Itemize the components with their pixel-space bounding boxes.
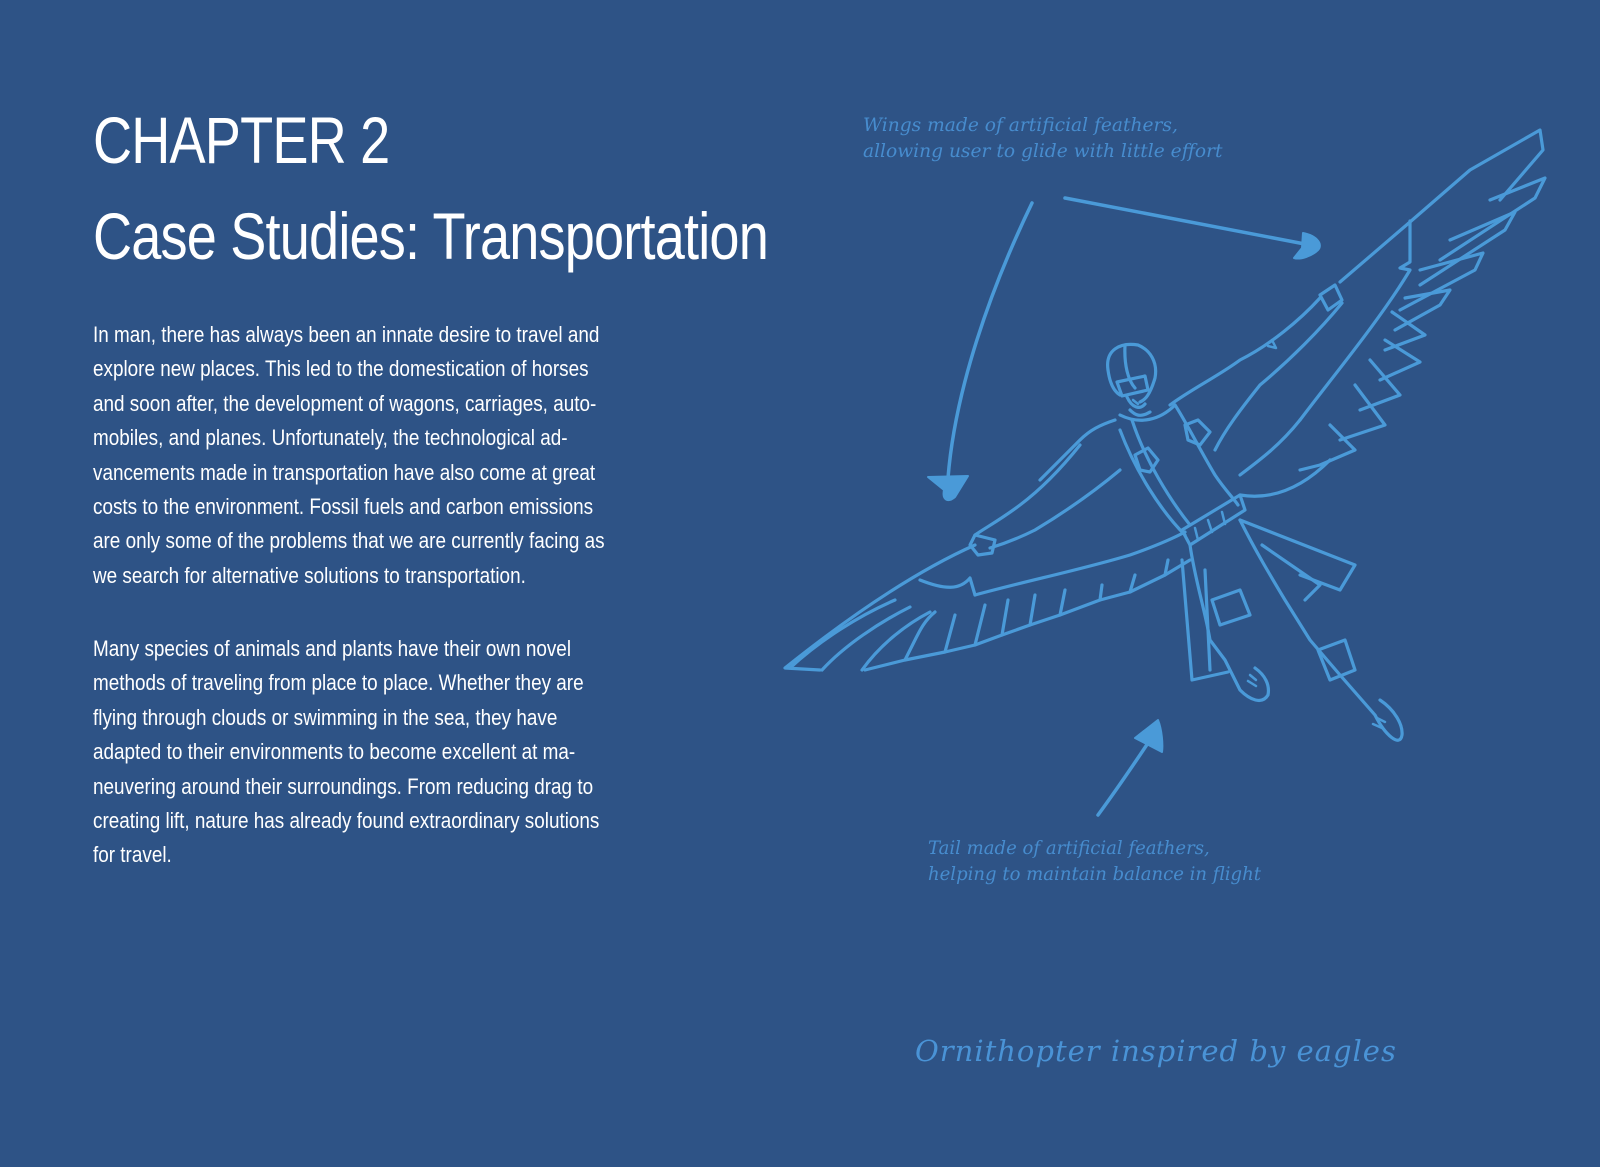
annotation-line: Wings made of artificial feathers, bbox=[863, 114, 1178, 136]
paragraph-line: neuvering around their surroundings. From reducing drag to bbox=[93, 773, 594, 799]
paragraph-line: and soon after, the development of wagons, carriages, auto- bbox=[93, 390, 597, 416]
chapter-title: Case Studies: Transportation bbox=[93, 199, 768, 273]
paragraph-line: flying through clouds or swimming in the sea, they have bbox=[93, 704, 558, 730]
intro-paragraph bbox=[93, 318, 731, 593]
paragraph-line: are only some of the problems that we are currently facing as bbox=[93, 528, 605, 554]
pilot-torso bbox=[1040, 405, 1245, 545]
paragraph-line: we search for alternative solutions to transportation. bbox=[93, 562, 526, 588]
pilot-legs bbox=[1182, 520, 1402, 740]
arrow-right-icon bbox=[1065, 198, 1320, 259]
paragraph-line: for travel. bbox=[93, 842, 172, 868]
paragraph-line: vancements made in transportation have also come at great bbox=[93, 459, 596, 485]
illustration-caption: Ornithopter inspired by eagles bbox=[915, 1034, 1397, 1068]
paragraph-line: adapted to their environments to become excellent at ma- bbox=[93, 739, 576, 765]
paragraph-line: explore new places. This led to the domestication of horses bbox=[93, 356, 589, 382]
arrow-up-icon bbox=[1098, 720, 1162, 815]
chapter-label: CHAPTER 2 bbox=[93, 103, 390, 177]
tail-annotation bbox=[928, 835, 1261, 887]
pilot-head bbox=[1108, 344, 1156, 415]
right-wing bbox=[1240, 130, 1545, 496]
annotation-line: allowing user to glide with little effort bbox=[863, 140, 1223, 162]
annotation-line: Tail made of artificial feathers, bbox=[928, 837, 1210, 859]
nature-paragraph bbox=[93, 632, 731, 873]
wings-annotation bbox=[863, 112, 1222, 164]
paragraph-line: methods of traveling from place to place. Whether they are bbox=[93, 670, 584, 696]
right-arm bbox=[1170, 285, 1342, 450]
paragraph-line: In man, there has always been an innate desire to travel and bbox=[93, 322, 600, 347]
paragraph-line: costs to the environment. Fossil fuels and carbon emissions bbox=[93, 494, 594, 520]
annotation-line: helping to maintain balance in flight bbox=[928, 863, 1262, 885]
left-arm bbox=[970, 445, 1120, 555]
arrow-down-left-icon bbox=[928, 203, 1032, 500]
paragraph-line: mobiles, and planes. Unfortunately, the technological ad- bbox=[93, 425, 568, 451]
paragraph-line: Many species of animals and plants have their own novel bbox=[93, 636, 572, 661]
paragraph-line: creating lift, nature has already found extraordinary solutions bbox=[93, 808, 600, 834]
left-wing bbox=[785, 532, 1190, 670]
